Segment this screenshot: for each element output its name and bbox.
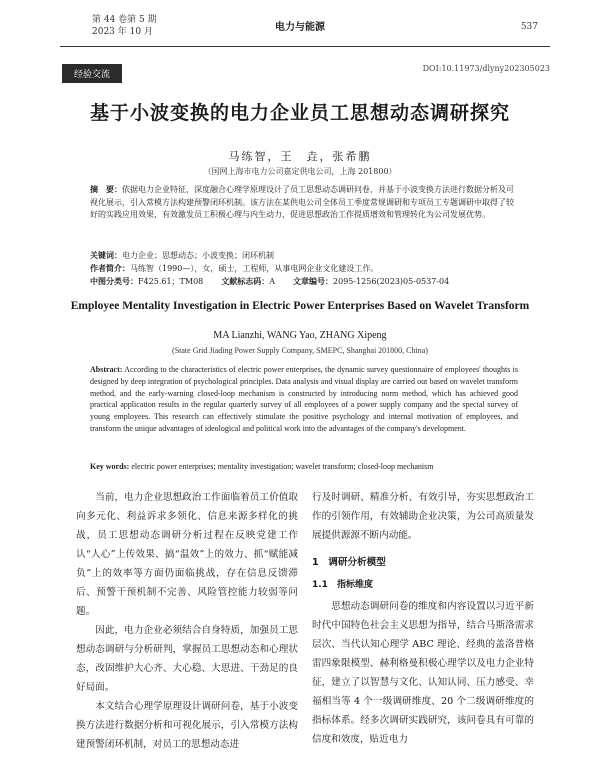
body-column-left [76,488,298,754]
title-cn: 基于小波变换的电力企业员工思想动态调研探究 [89,102,510,124]
author-bio-text: 马练智（1990—），女，硕士，工程师，从事电网企业文化建设工作。 [130,264,379,273]
classification-row [90,276,518,287]
section-heading: 1 调研分析模型 [312,557,386,568]
abstract-cn [90,184,518,222]
author-bio [90,263,518,275]
header-date: 2023 年 10 月 [92,27,153,37]
title-en: Employee Mentality Investigation in Electric Power Enterprises Based on Wavelet Transform [70,300,530,312]
abstract-cn-text: 依据电力企业特征，深度融合心理学原理设计了员工思想动态调研问卷，并基于小波变换方法进行数据分析及可视化展示，引入常模方法构建预警闭环机制。该方法在某供电公司全体员工季度常规调研和专项员工专题调研中取得了较好的实践应用效果，有效激发员工积极心理与内生动力，促进思想政治工作提质增效和管理转化为公司发展优势。 [90,185,514,219]
abstract-en-text: According to the characteristics of electric power enterprises, the dynamic survey questionnaire of employees' thoughts is designed by deep integration of psychological principles. Data analysis and visual display are carried out based on wavelet transform method, and the early-warning closed-loop mechanism is constructed by introducing norm method, which has achieved good practical application results in the regular quarterly survey of all employees of a power supply company and the special survey of young employees. This research can effectively stimulate the positive psychology and internal motivation of employees, and transform the unique advantages of ideological and political work into the advantages of the company's development. [90,365,519,433]
affiliation-cn: （国网上海市电力公司嘉定供电公司，上海 201800） [203,167,397,176]
header-rule [60,46,550,47]
author-bio-label: 作者简介： [90,264,130,273]
affiliation-en: (State Grid Jiading Power Supply Company, SMEPC, Shanghai 201800, China) [172,346,428,355]
subsection-heading: 1.1 指标维度 [312,580,373,590]
keywords-en [90,461,518,473]
abstract-en-label: Abstract: [90,365,123,374]
keywords-en-text: electric power enterprises; mentality investigation; wavelet transform; closed-loop mechanism [131,462,434,471]
keywords-cn-text: 电力企业；思想动态；小波变换；闭环机制 [122,251,274,260]
article-number: 文章编号：2095-1256(2023)05-0537-04 [293,277,450,286]
header-volume: 第 44 卷第 5 期 [92,15,157,25]
body-paragraph: 当前，电力企业思想政治工作面临着员工价值取向多元化、利益诉求多领化、信息来源多样化的挑战，员工思想动态调研分析过程在反映党建工作认“人心”上传效果、搞“温效”上的效力、抓“赋能减负”上的效率等方面仍面临挑战，存在信息反馈滞后、预警干预机制不完善、风险管控能力较弱等问题。 [76,492,298,617]
body-column-right [312,488,534,749]
clc-number: 中图分类号：F425.61；TM08 [90,277,204,286]
body-paragraph: 因此，电力企业必须结合自身特质，加强员工思想动态调研与分析研判，掌握员工思想动态和心理状态，改固维护大心齐、大心稳、大思进、干劲足的良好局面。 [76,625,298,693]
keywords-cn-label: 关键词： [90,251,122,260]
body-paragraph: 本文结合心理学原理设计调研问卷，基于小波变换方法进行数据分析和可视化展示，引入常模方法构建预警闭环机制，对员工的思想动态进 [76,701,298,750]
header-page-number: 537 [520,22,538,32]
body-paragraph: 思想动态调研问卷的维度和内容设置以习近平新时代中国特色社会主义思想为指导，结合马斯洛需求层次、当代认知心理学 ABC 理论、经典的盖洛普格雷四象限模型、赫利格曼积极心理学以及电力企业特征，建立了以智慧与文化、认知认同、压力感受、幸福相当等 4 个一级调研维度、20 个二级调研维度的指标体系。经多次调研实践研究，该问卷具有可靠的信度和效度，贴近电力 [312,601,534,745]
keywords-cn [90,250,518,262]
authors-en: MA Lianzhi, WANG Yao, ZHANG Xipeng [213,330,387,341]
keywords-en-label: Key words: [90,462,130,471]
abstract-cn-label: 摘 要： [90,185,122,194]
doi-link[interactable]: DOI:10.11973/dlyny202305023 [422,64,550,73]
section-tag: 经验交流 [62,64,122,83]
abstract-en [90,364,518,435]
document-code: 文献标志码：A [221,277,276,286]
header-journal: 电力与能源 [275,22,325,33]
body-paragraph: 行及时调研、精准分析、有效引导，夯实思想政治工作的引领作用，有效辅助企业决策，为公司高质量发展提供源源不断内动能。 [312,492,534,541]
authors-cn: 马练智，王 垚，张希鹏 [228,150,372,163]
